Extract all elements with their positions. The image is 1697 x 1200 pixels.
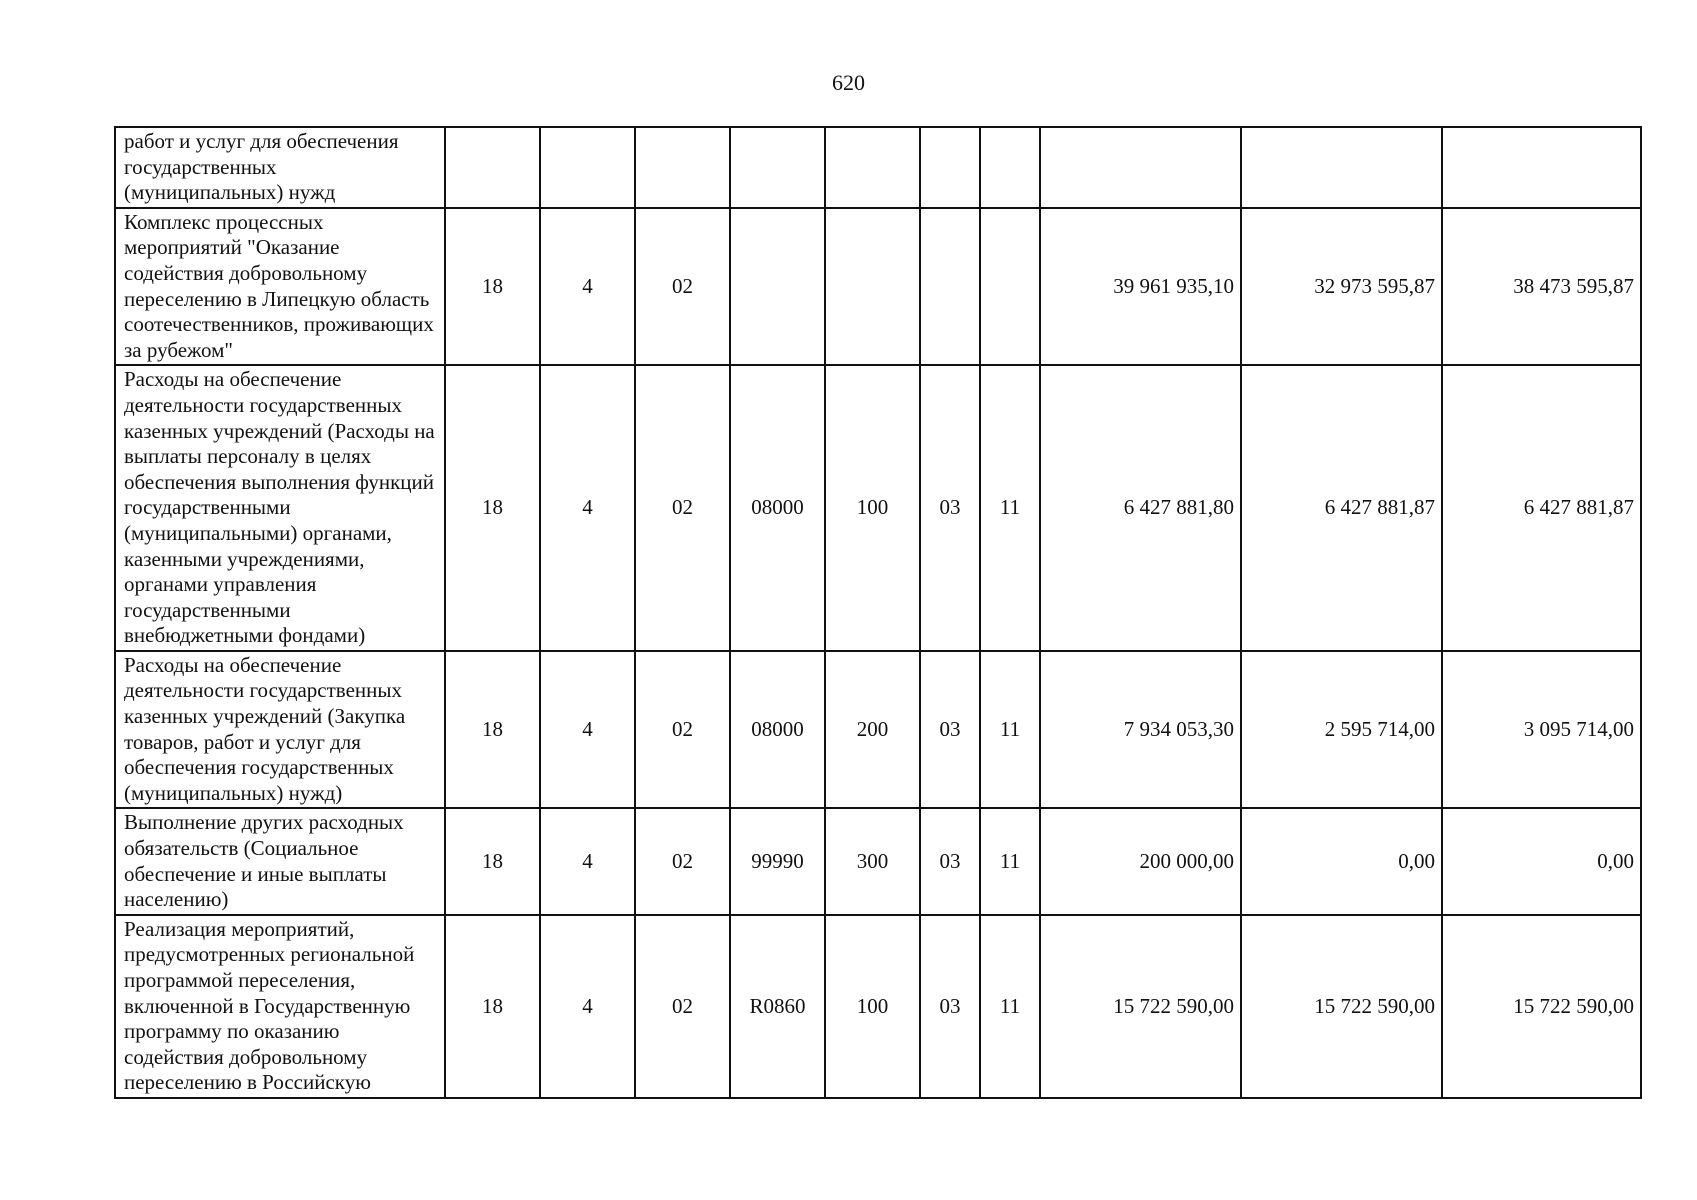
amount-year-1: 6 427 881,80 (1040, 365, 1241, 651)
complex-code: 02 (635, 208, 730, 366)
row-name: Расходы на обеспечение деятельности государственных казенных учреждений (Закупка товаров, работ и услуг для обеспечения государственных (муниципальных) нужд) (115, 651, 445, 809)
amount-year-3 (1442, 127, 1641, 208)
amount-year-1 (1040, 127, 1241, 208)
amount-year-3: 0,00 (1442, 808, 1641, 914)
complex-code (635, 127, 730, 208)
table-row (115, 915, 1641, 1098)
expense-type-code (825, 208, 920, 366)
subprogram-code (540, 127, 635, 208)
expense-type-code: 300 (825, 808, 920, 914)
program-code: 18 (445, 208, 540, 366)
direction-code (730, 208, 825, 366)
expense-type-code: 100 (825, 915, 920, 1098)
table-row (115, 651, 1641, 809)
amount-year-1: 7 934 053,30 (1040, 651, 1241, 809)
amount-year-2: 6 427 881,87 (1241, 365, 1442, 651)
amount-year-3: 38 473 595,87 (1442, 208, 1641, 366)
program-code: 18 (445, 808, 540, 914)
table-row (115, 365, 1641, 651)
direction-code: 99990 (730, 808, 825, 914)
section-code (920, 127, 980, 208)
subsection-code: 11 (980, 365, 1040, 651)
subsection-code (980, 208, 1040, 366)
row-name: Расходы на обеспечение деятельности государственных казенных учреждений (Расходы на выплаты персоналу в целях обеспечения выполнения функций государственными (муниципальными) органами, казенными учреждениями, органами управления государственными внебюджетными фондами) (115, 365, 445, 651)
subprogram-code: 4 (540, 365, 635, 651)
page-number: 620 (832, 70, 865, 95)
direction-code: R0860 (730, 915, 825, 1098)
amount-year-2: 15 722 590,00 (1241, 915, 1442, 1098)
table-row (115, 808, 1641, 914)
subprogram-code: 4 (540, 208, 635, 366)
direction-code: 08000 (730, 365, 825, 651)
program-code (445, 127, 540, 208)
row-name: Реализация мероприятий, предусмотренных региональной программой переселения, включенной в Государственную программу по оказанию содействия добровольному переселению в Российскую (115, 915, 445, 1098)
direction-code (730, 127, 825, 208)
amount-year-1: 39 961 935,10 (1040, 208, 1241, 366)
complex-code: 02 (635, 365, 730, 651)
section-code: 03 (920, 651, 980, 809)
amount-year-1: 15 722 590,00 (1040, 915, 1241, 1098)
amount-year-2: 32 973 595,87 (1241, 208, 1442, 366)
subsection-code: 11 (980, 651, 1040, 809)
program-code: 18 (445, 365, 540, 651)
subprogram-code: 4 (540, 808, 635, 914)
amount-year-2: 0,00 (1241, 808, 1442, 914)
expense-type-code (825, 127, 920, 208)
complex-code: 02 (635, 651, 730, 809)
program-code: 18 (445, 915, 540, 1098)
section-code (920, 208, 980, 366)
amount-year-3: 3 095 714,00 (1442, 651, 1641, 809)
amount-year-1: 200 000,00 (1040, 808, 1241, 914)
subsection-code (980, 127, 1040, 208)
expense-type-code: 100 (825, 365, 920, 651)
amount-year-2: 2 595 714,00 (1241, 651, 1442, 809)
subsection-code: 11 (980, 915, 1040, 1098)
amount-year-3: 15 722 590,00 (1442, 915, 1641, 1098)
amount-year-3: 6 427 881,87 (1442, 365, 1641, 651)
subprogram-code: 4 (540, 915, 635, 1098)
section-code: 03 (920, 808, 980, 914)
subprogram-code: 4 (540, 651, 635, 809)
complex-code: 02 (635, 915, 730, 1098)
section-code: 03 (920, 915, 980, 1098)
section-code: 03 (920, 365, 980, 651)
complex-code: 02 (635, 808, 730, 914)
table-row (115, 208, 1641, 366)
amount-year-2 (1241, 127, 1442, 208)
table-row (115, 127, 1641, 208)
row-name: Комплекс процессных мероприятий "Оказание содействия добровольному переселению в Липецкую область соотечественников, проживающих за рубежом" (115, 208, 445, 366)
direction-code: 08000 (730, 651, 825, 809)
subsection-code: 11 (980, 808, 1040, 914)
expense-type-code: 200 (825, 651, 920, 809)
budget-table (114, 126, 1642, 1099)
row-name: работ и услуг для обеспечения государственных (муниципальных) нужд (115, 127, 445, 208)
program-code: 18 (445, 651, 540, 809)
row-name: Выполнение других расходных обязательств (Социальное обеспечение и иные выплаты населению) (115, 808, 445, 914)
